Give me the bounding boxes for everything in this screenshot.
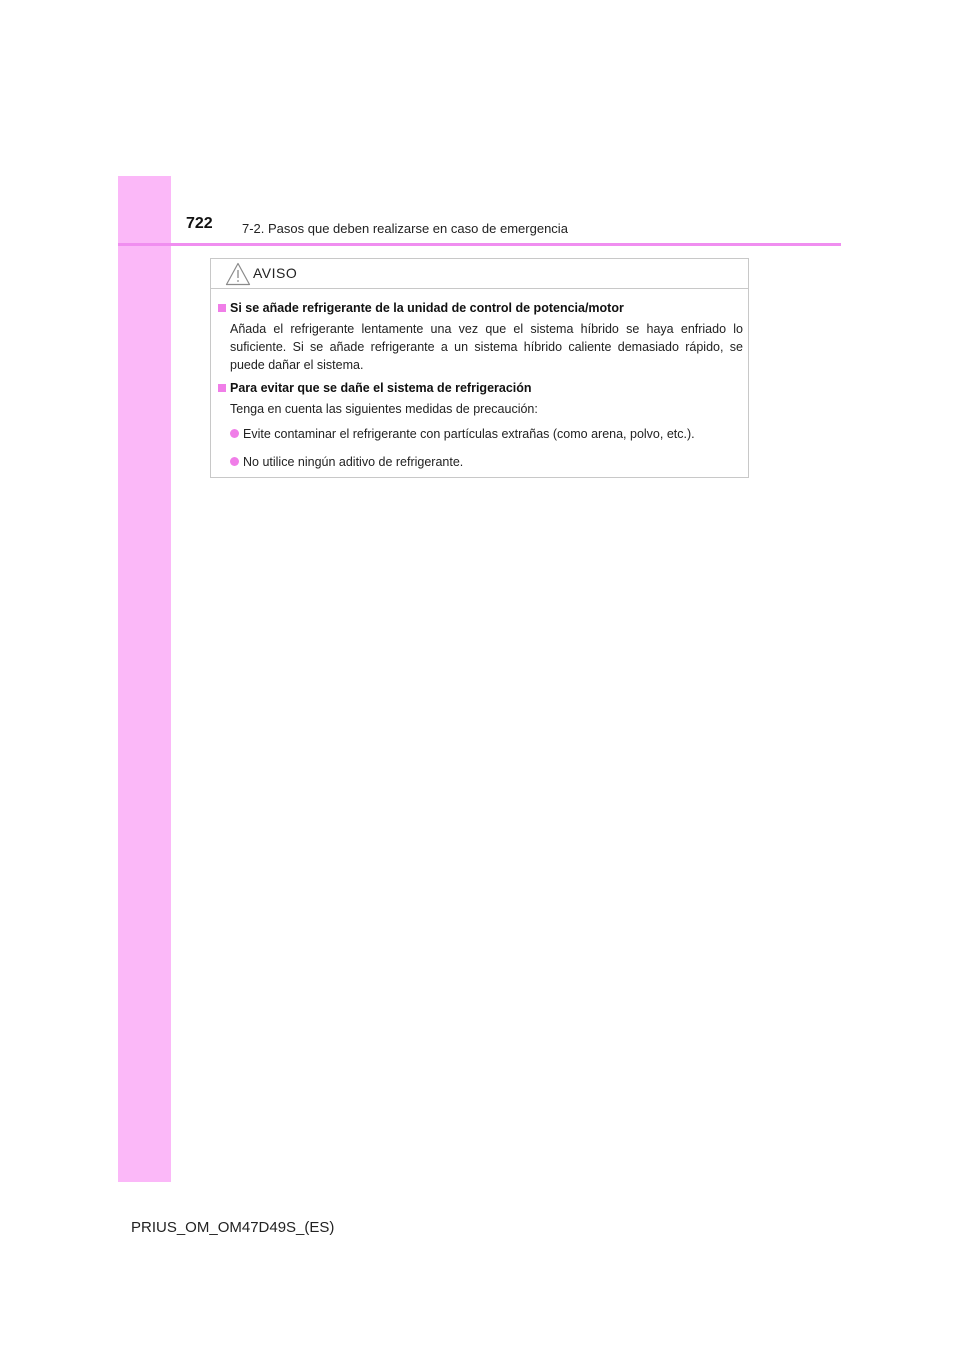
section-title: 7-2. Pasos que deben realizarse en caso de emergencia (242, 221, 568, 236)
list-item (218, 453, 743, 471)
section-paragraph: Añada el refrigerante lentamente una vez que el sistema híbrido se haya enfriado lo suficiente. Si se añade refrigerante a un sistema híbrido caliente demasiado rápido, se puede dañar el sistema. (230, 322, 743, 372)
section-heading (218, 380, 743, 396)
square-bullet-icon (218, 304, 226, 312)
section-heading-text: Para evitar que se dañe el sistema de refrigeración (230, 381, 532, 395)
list-item (218, 425, 743, 443)
list-item-text: Evite contaminar el refrigerante con partículas extrañas (como arena, polvo, etc.). (243, 427, 695, 441)
section-heading-text: Si se añade refrigerante de la unidad de control de potencia/motor (230, 301, 624, 315)
header-rule (118, 243, 841, 246)
warning-triangle-icon (225, 262, 251, 286)
notice-body (218, 300, 743, 471)
notice-header (211, 259, 748, 289)
page-number: 722 (186, 215, 213, 232)
round-bullet-icon (230, 429, 239, 438)
square-bullet-icon (218, 384, 226, 392)
section-heading (218, 300, 743, 316)
notice-title: AVISO (253, 265, 298, 281)
list-item-text: No utilice ningún aditivo de refrigerante. (243, 455, 464, 469)
side-band (118, 176, 171, 1182)
round-bullet-icon (230, 457, 239, 466)
footer-doc-code: PRIUS_OM_OM47D49S_(ES) (131, 1219, 335, 1236)
notice-box (210, 258, 749, 478)
section-paragraph: Tenga en cuenta las siguientes medidas de precaución: (230, 402, 538, 416)
